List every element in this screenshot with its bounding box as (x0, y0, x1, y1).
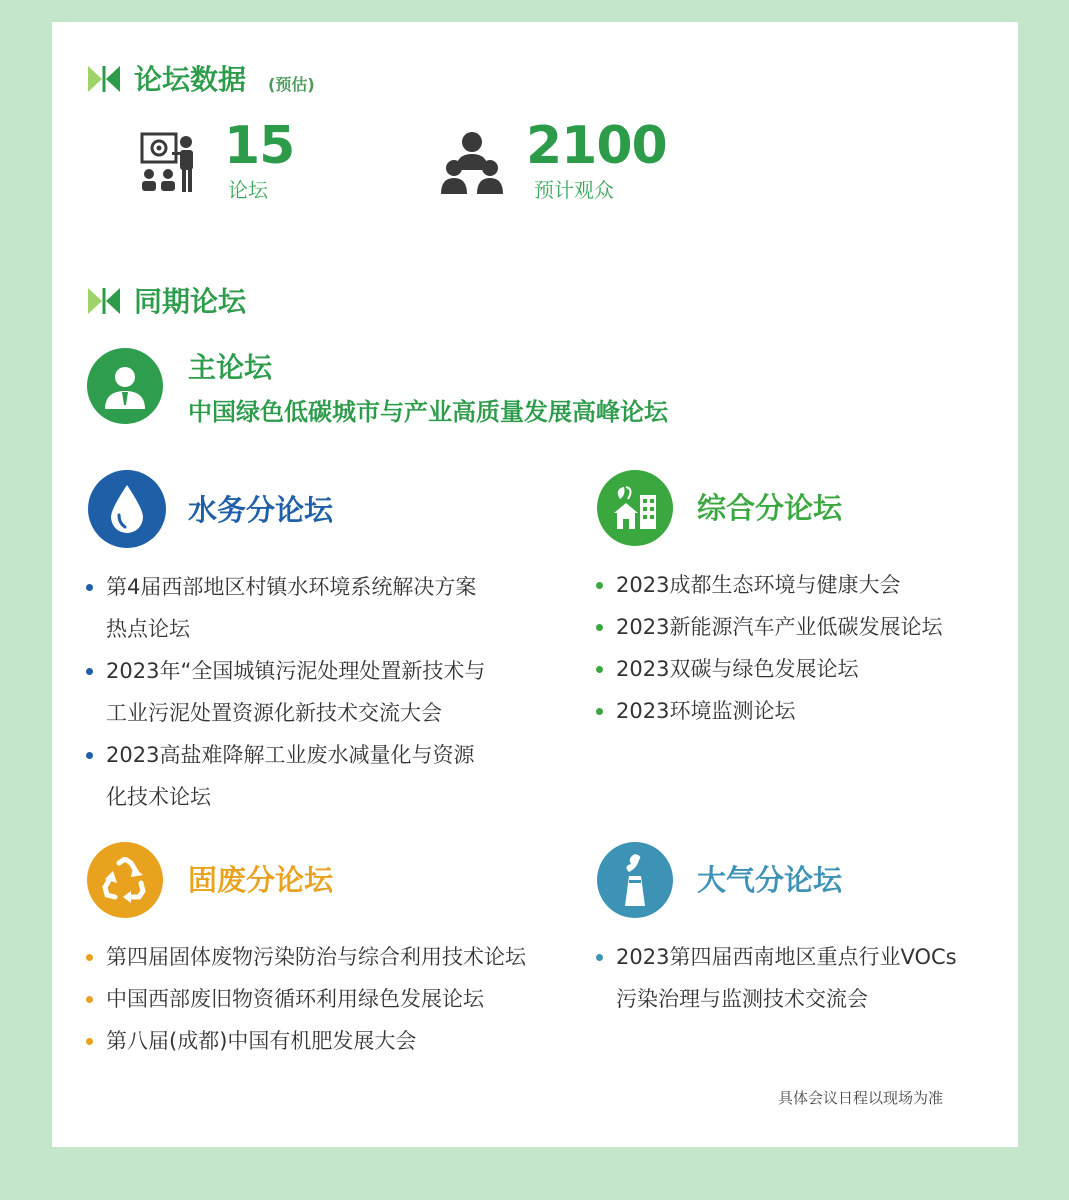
audience-icon (440, 130, 504, 200)
bullet-dot (596, 582, 603, 589)
presentation-icon (138, 132, 202, 200)
stats-section-note: (预估) (268, 75, 315, 94)
list-item-text: 污染治理与监测技术交流会 (616, 987, 868, 1011)
list-item-text: 工业污泥处置资源化新技术交流大会 (106, 701, 442, 725)
audience-count-value: 2100 (526, 116, 667, 176)
list-item (86, 692, 556, 734)
bullet-dot (596, 708, 603, 715)
bullet-dot (596, 624, 603, 631)
forum-count-label: 论坛 (228, 178, 268, 202)
chimney-smoke-icon (597, 842, 673, 918)
list-item-text: 第4届西部地区村镇水环境系统解决方案 (106, 575, 477, 599)
comprehensive-forum-title: 综合分论坛 (697, 491, 843, 525)
list-item-text: 中国西部废旧物资循环利用绿色发展论坛 (106, 987, 484, 1011)
solid-waste-forum-list (86, 936, 586, 1062)
list-item (86, 776, 556, 818)
main-forum-title: 主论坛 (188, 351, 273, 384)
list-item-text: 化技术论坛 (106, 785, 211, 809)
list-item (86, 978, 586, 1020)
stats-section-title: 论坛数据 (134, 63, 247, 96)
solid-waste-forum-title: 固废分论坛 (188, 863, 334, 897)
bullet-dot (86, 584, 93, 591)
bullet-dot (86, 954, 93, 961)
bullet-dot (86, 996, 93, 1003)
content-card (52, 22, 1018, 1147)
water-drop-icon (88, 470, 166, 548)
section-marker-icon (88, 288, 120, 314)
list-item (86, 650, 556, 692)
list-item-text: 第四届固体废物污染防治与综合利用技术论坛 (106, 945, 526, 969)
list-item-text: 第八届(成都)中国有机肥发展大会 (106, 1029, 417, 1053)
bullet-dot (596, 666, 603, 673)
list-item (596, 606, 996, 648)
recycle-icon (87, 842, 163, 918)
list-item-text: 2023高盐难降解工业废水减量化与资源 (106, 743, 475, 767)
list-item (86, 1020, 586, 1062)
speaker-icon (87, 348, 163, 424)
comprehensive-forum-list (596, 564, 996, 732)
section-marker-icon (88, 66, 120, 92)
list-item (86, 566, 556, 608)
list-item-text: 2023成都生态环境与健康大会 (616, 573, 901, 597)
list-item (86, 734, 556, 776)
main-forum-subtitle: 中国绿色低碳城市与产业高质量发展高峰论坛 (188, 398, 668, 426)
list-item-text: 2023年“全国城镇污泥处理处置新技术与 (106, 659, 486, 683)
bullet-dot (596, 954, 603, 961)
bullet-dot (86, 1038, 93, 1045)
water-forum-title: 水务分论坛 (188, 493, 334, 527)
bullet-dot (86, 752, 93, 759)
air-forum-list (596, 936, 1016, 1020)
bullet-dot (86, 668, 93, 675)
list-item-text: 2023新能源汽车产业低碳发展论坛 (616, 615, 943, 639)
list-item (86, 608, 556, 650)
list-item (596, 648, 996, 690)
list-item-text: 2023环境监测论坛 (616, 699, 796, 723)
list-item (596, 978, 1016, 1020)
schedule-note: 具体会议日程以现场为准 (778, 1089, 944, 1107)
green-building-icon (597, 470, 673, 546)
forums-section-title: 同期论坛 (134, 285, 247, 318)
list-item (596, 564, 996, 606)
list-item (596, 936, 1016, 978)
audience-count-label: 预计观众 (534, 178, 614, 202)
list-item-text: 2023第四届西南地区重点行业VOCs (616, 945, 957, 969)
air-forum-title: 大气分论坛 (697, 863, 843, 897)
forum-count-value: 15 (224, 116, 295, 176)
list-item (596, 690, 996, 732)
list-item (86, 936, 586, 978)
water-forum-list (86, 566, 556, 818)
list-item-text: 2023双碳与绿色发展论坛 (616, 657, 859, 681)
list-item-text: 热点论坛 (106, 617, 190, 641)
